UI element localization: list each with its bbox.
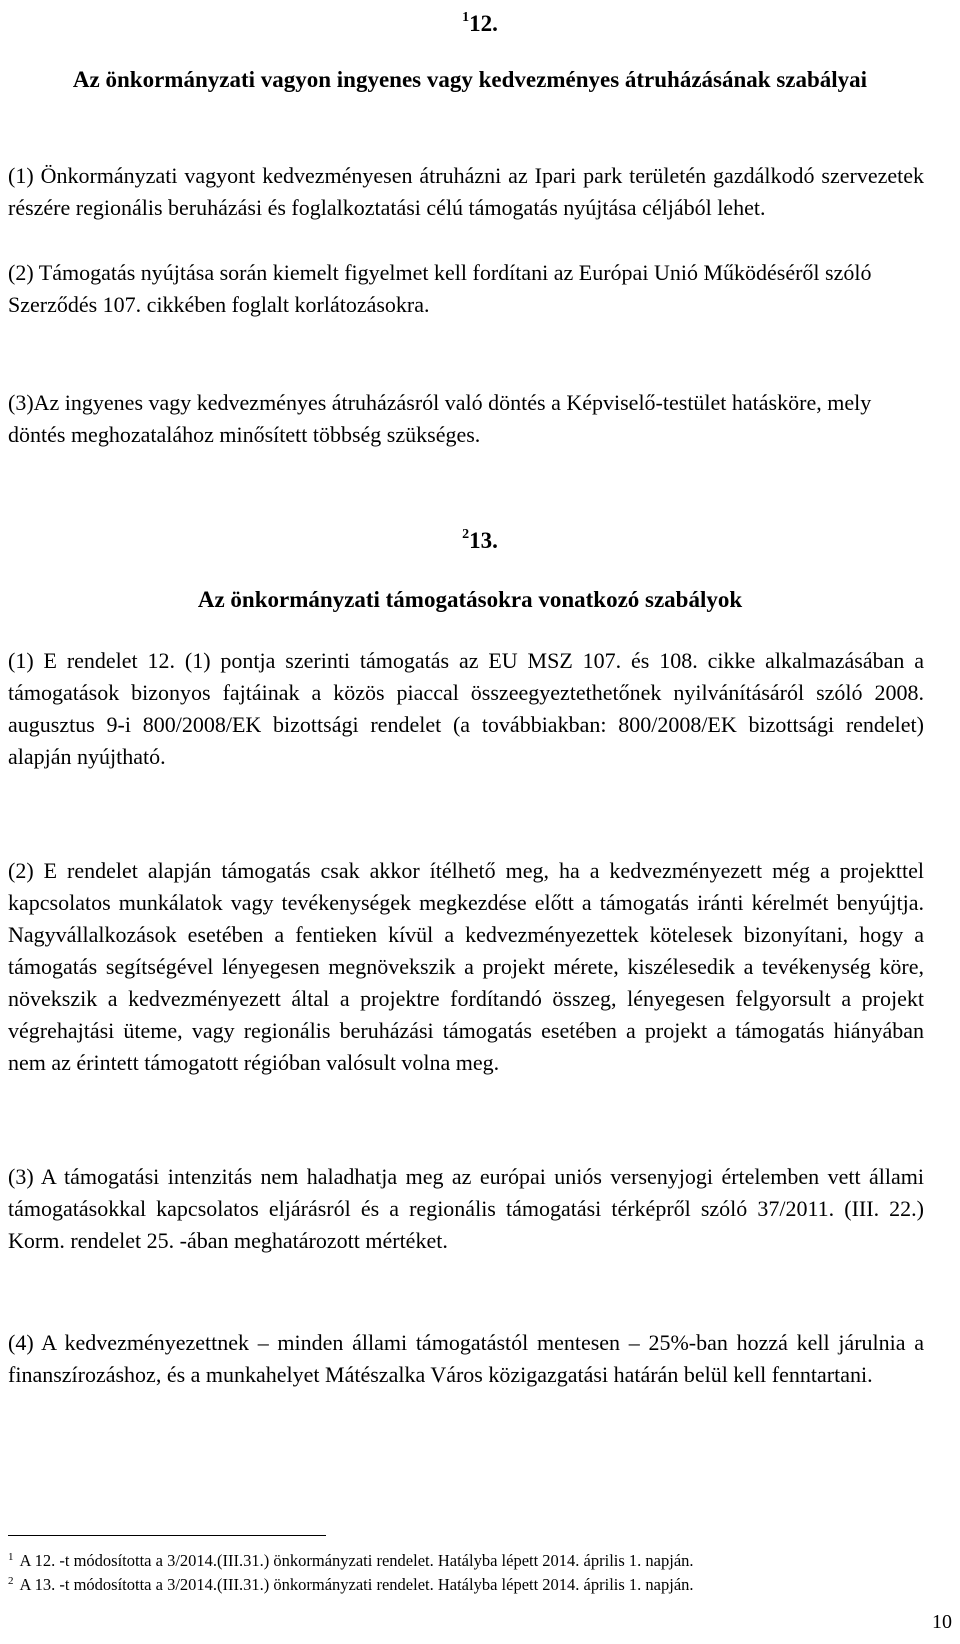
footnote-1 [8,1546,938,1572]
section-13-paragraph-4: (4) A kedvezményezettnek – minden állami támogatástól mentesen – 25%-ban hozzá kell járulnia a finanszírozáshoz, és a munkahelyet Mátészalka Város közigazgatási határán belül kell fenntartani. [8,1330,924,1387]
section-13-paragraph-1: (1) E rendelet 12. (1) pontja szerinti támogatás az EU MSZ 107. és 108. cikke alkalmazásában a támogatások bizonyos fajtáinak a közös piaccal összeegyeztethetőnek nyilvánításáról szóló 2008. augusztus 9-i 800/2008/EK bizottsági rendelet (a továbbiakban: 800/2008/EK bizottsági rendelet) alapján nyújtható. [8,648,924,769]
page-number: 10 [932,1611,952,1633]
footnote-2 [8,1570,938,1596]
footnote-1-marker: 1 [8,1551,14,1563]
footnote-ref-2: 2 [462,527,470,542]
section-13-title: Az önkormányzati támogatásokra vonatkozó szabályok [197,587,743,612]
footnote-separator [8,1535,326,1536]
section-12-paragraph-1: (1) Önkormányzati vagyont kedvezményesen átruházni az Ipari park területén gazdálkodó szervezetek részére regionális beruházási és foglalkoztatási célú támogatás nyújtása céljából lehet. [8,163,924,220]
section-12-paragraph-3: (3)Az ingyenes vagy kedvezményes átruházásról való döntés a Képviselő-testület hatásköre, mely döntés meghozatalához minősített többség szükséges. [8,390,872,447]
section-13-paragraph-3: (3) A támogatási intenzitás nem haladhatja meg az európai uniós versenyjogi értelemben vett állami támogatásokkal kapcsolatos eljárásról és a regionális támogatási térképről szóló 37/2011. (III. 22.) Korm. rendelet 25. -ában meghatározott mértéket. [8,1164,924,1253]
footnote-2-marker: 2 [8,1575,14,1587]
section-13-number [0,521,960,555]
footnote-ref-1: 1 [462,10,470,25]
section-12-number-text: 12. [469,11,498,36]
section-13-number-text: 13. [469,528,498,553]
section-12-title: Az önkormányzati vagyon ingyenes vagy kedvezményes átruházásának szabályai [72,67,868,92]
section-12-number [0,4,960,38]
section-12-paragraph-2: (2) Támogatás nyújtása során kiemelt figyelmet kell fordítani az Európai Unió Működéséről szóló Szerződés 107. cikkében foglalt korlátozásokra. [8,260,872,317]
section-13-paragraph-2: (2) E rendelet alapján támogatás csak akkor ítélhető meg, ha a kedvezményezett még a projekttel kapcsolatos munkálatok vagy tevékenységek megkezdése előtt a támogatás iránti kérelmét benyújtja. Nagyvállalkozások esetében a fentieken kívül a kedvezményezettek kötelesek bizonyítani, hogy a támogatás segítségével lényegesen megnövekszik a projekt mérete, kiszélesedik a tevékenység köre, növekszik a kedvezményezett által a projektre fordítandó összeg, lényegesen felgyorsult a projekt végrehajtási üteme, vagy regionális beruházási támogatás esetében a projekt a támogatás hiányában nem az érintett támogatott régióban valósult volna meg. [8,858,924,1075]
footnote-2-text: A 13. -t módosította a 3/2014.(III.31.) önkormányzati rendelet. Hatályba lépett 2014. április 1. napján. [19,1575,694,1594]
footnote-1-text: A 12. -t módosította a 3/2014.(III.31.) önkormányzati rendelet. Hatályba lépett 2014. április 1. napján. [19,1551,694,1570]
